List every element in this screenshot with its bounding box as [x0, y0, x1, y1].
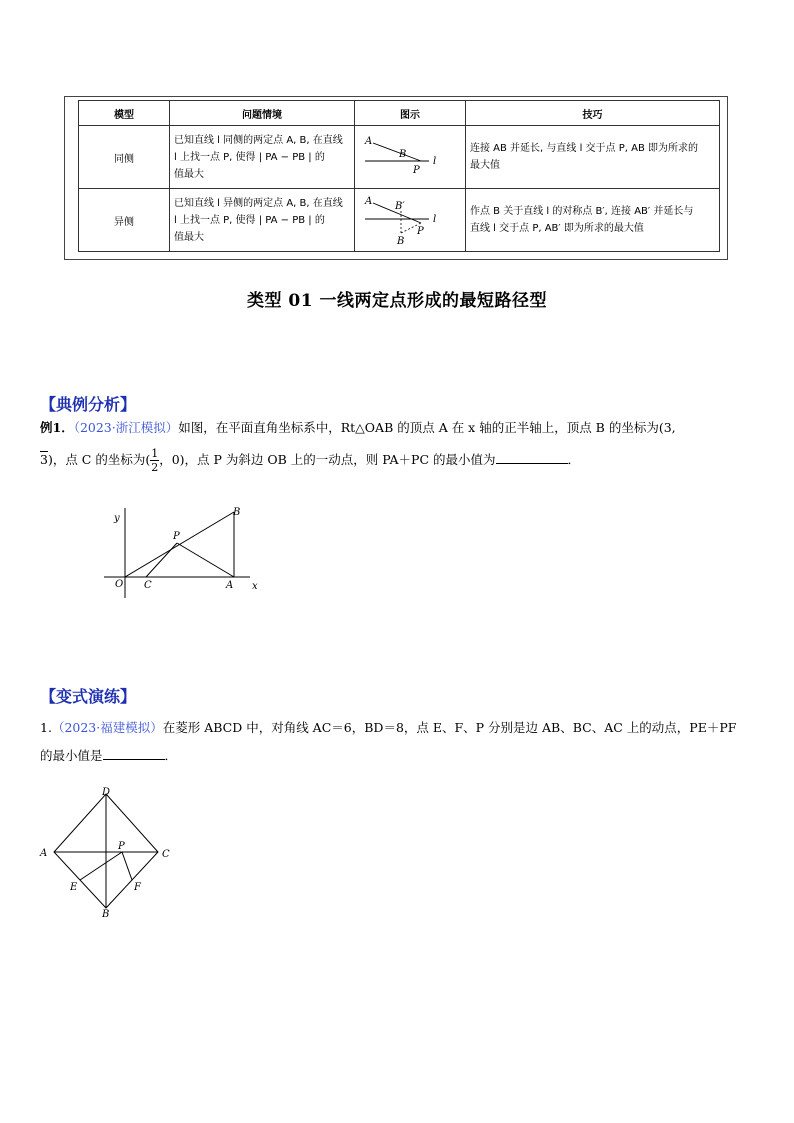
label-p: P: [173, 531, 180, 542]
same-side-diagram: [359, 131, 451, 183]
label-p: P: [118, 841, 125, 852]
cell-diagram: [355, 126, 466, 189]
label-y: y: [114, 513, 120, 524]
label-f: F: [134, 882, 141, 893]
tip-line: 最大值: [470, 160, 500, 171]
practice-text-b: 的最小值是: [40, 748, 103, 763]
fraction-numerator: 1: [151, 447, 159, 460]
section-title: 类型 01 一线两定点形成的最短路径型: [247, 291, 547, 311]
label-a: A: [226, 580, 234, 591]
practice-source: （2023·福建模拟）: [51, 720, 163, 735]
cell-tip: [466, 189, 720, 252]
header-situation: 问题情境: [170, 101, 355, 126]
coordinate-figure: [100, 500, 270, 602]
practice-text-a: 在菱形 ABCD 中，对角线 AC＝6，BD＝8，点 E、F、P 分别是边 AB、BC、AC 上的动点，PE＋PF: [162, 720, 737, 735]
practice-text-end: ．: [164, 748, 178, 763]
label-b-prime: B′: [395, 201, 405, 212]
rhombus-figure: [36, 784, 182, 920]
label-l: l: [433, 214, 437, 225]
example-text-a: 如图，在平面直角坐标系中，Rt△OAB 的顶点 A 在 x 轴的正半轴上，顶点 B 的坐标为(3,: [178, 420, 676, 435]
example-header: 【典例分析】: [40, 395, 137, 414]
opposite-side-diagram: [359, 193, 451, 247]
segment-pa: [177, 543, 234, 577]
segment-pf: [122, 852, 132, 880]
label-a: A: [40, 848, 48, 859]
sqrt-value: 3: [40, 452, 48, 467]
cell-diagram: [355, 189, 466, 252]
situation-line: 值最大: [174, 231, 204, 243]
segment-pc: [146, 543, 177, 577]
example-problem: [40, 412, 760, 476]
model-table: [78, 100, 720, 252]
situation-line: l 上找一点 P, 使得 | PA − PB | 的: [174, 214, 325, 226]
label-d: D: [102, 787, 111, 798]
tip-line: 连接 AB 并延长, 与直线 l 交于点 P, AB 即为所求的: [470, 143, 698, 154]
cell-model: 同侧: [79, 126, 170, 189]
cell-tip: [466, 126, 720, 189]
answer-blank: [496, 451, 568, 464]
example-label: 例1．: [40, 420, 74, 435]
example-source: （2023·浙江模拟）: [73, 420, 179, 435]
example-text-b: )，点 C 的坐标为(: [47, 452, 151, 467]
example-text-end: ．: [567, 452, 581, 467]
label-e: E: [70, 882, 78, 893]
label-p: P: [417, 226, 424, 237]
label-a: A: [365, 136, 373, 147]
fraction: [150, 447, 159, 474]
header-model: 模型: [79, 101, 170, 126]
label-a: A: [365, 196, 373, 207]
answer-blank: [103, 747, 165, 760]
tip-line: 直线 l 交于点 P, AB′ 即为所求的最大值: [470, 223, 644, 234]
situation-line: 值最大: [174, 168, 204, 180]
label-b: B: [233, 507, 241, 518]
fraction-denominator: 2: [151, 461, 159, 474]
cell-situation: [170, 189, 355, 252]
situation-line: l 上找一点 P, 使得 | PA − PB | 的: [174, 151, 325, 163]
label-c: C: [144, 580, 152, 591]
label-o: O: [115, 579, 124, 590]
cell-situation: [170, 126, 355, 189]
label-b: B: [399, 149, 407, 160]
cell-model: 异侧: [79, 189, 170, 252]
label-l: l: [433, 156, 437, 167]
table-header-row: [79, 101, 720, 126]
segment-pe: [80, 852, 122, 880]
header-diagram: 图示: [355, 101, 466, 126]
example-text-c: ，0)，点 P 为斜边 OB 上的一动点，则 PA＋PC 的最小值为: [159, 452, 496, 467]
header-tip: 技巧: [466, 101, 720, 126]
situation-line: 已知直线 l 异侧的两定点 A, B, 在直线: [174, 197, 343, 209]
table-row: [79, 189, 720, 252]
label-b: B: [397, 236, 405, 247]
label-b: B: [102, 909, 110, 920]
situation-line: 已知直线 l 同侧的两定点 A, B, 在直线: [174, 134, 343, 146]
practice-header: 【变式演练】: [40, 687, 137, 706]
segment-ab: [373, 143, 421, 161]
label-x: x: [252, 581, 258, 592]
label-p: P: [413, 165, 420, 176]
label-c: C: [162, 849, 170, 860]
tip-line: 作点 B 关于直线 l 的对称点 B′, 连接 AB′ 并延长与: [470, 206, 694, 217]
practice-problem: [40, 714, 760, 770]
practice-label: 1.: [40, 720, 52, 735]
table-row: [79, 126, 720, 189]
